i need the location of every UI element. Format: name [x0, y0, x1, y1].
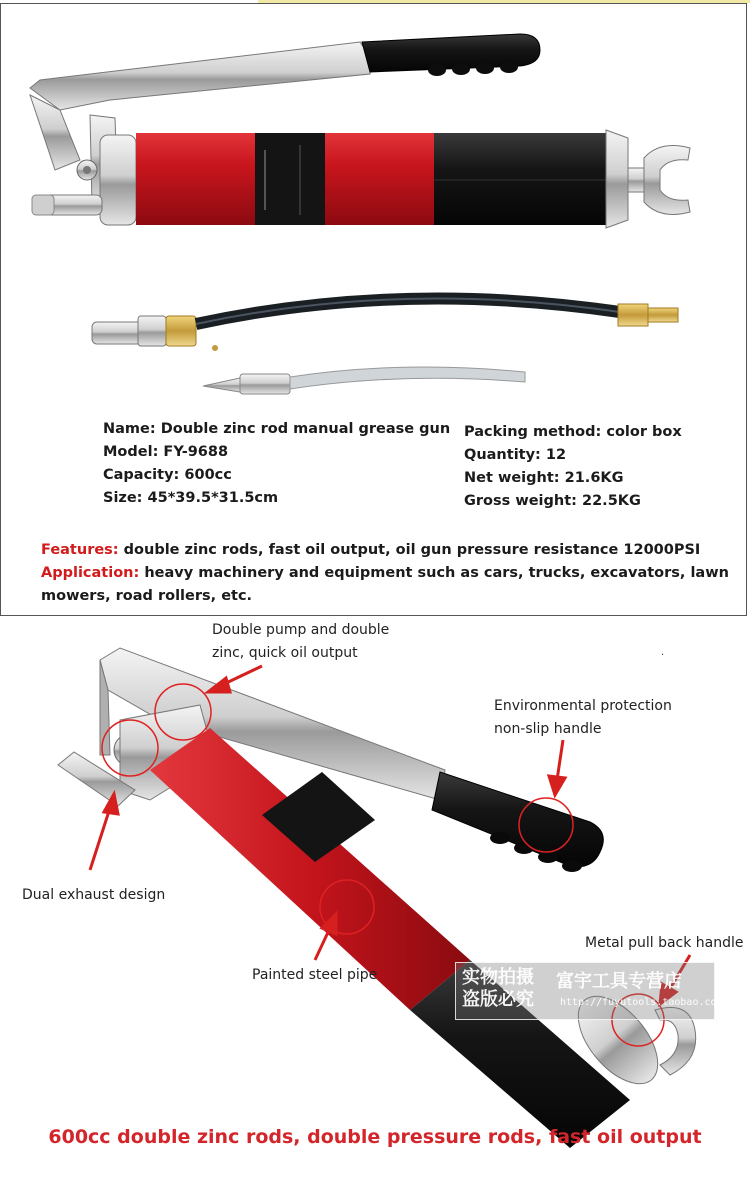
- extension-tube-image: [203, 367, 525, 394]
- features-text: double zinc rods, fast oil output, oil gun pressure resistance 12000PSI: [118, 542, 701, 558]
- callout-pump-line1: Double pump and double: [212, 622, 390, 638]
- watermark-box: [455, 962, 723, 1020]
- spec-name: Name: Double zinc rod manual grease gun: [103, 421, 451, 437]
- application-label: Application:: [41, 565, 140, 581]
- specs-right: [464, 421, 682, 513]
- grease-gun-image-top: [30, 34, 690, 228]
- spec-size: Size: 45*39.5*31.5cm: [103, 490, 279, 506]
- callout-pump-line2: zinc, quick oil output: [212, 645, 358, 661]
- footer-tagline: 600cc double zinc rods, double pressure rods, fast oil output: [48, 1126, 702, 1148]
- application-line: [41, 562, 731, 608]
- specs-left: [103, 418, 450, 510]
- spec-capacity: Capacity: 600cc: [103, 467, 232, 483]
- watermark-right-text: 富宇工具专营店: [556, 971, 682, 992]
- spec-packing: Packing method: color box: [464, 424, 682, 440]
- spec-model: Model: FY-9688: [103, 444, 229, 460]
- watermark-url: http://fuyutools.taobao.com: [560, 997, 723, 1008]
- features-line: [41, 539, 731, 562]
- callout-double-pump: [212, 619, 389, 665]
- callout-handle-line2: non-slip handle: [494, 721, 602, 737]
- watermark-left-text: 实物拍摄盗版必究: [462, 967, 534, 1010]
- application-text: heavy machinery and equipment such as cars, trucks, excavators, lawn mowers, road rollers, etc.: [41, 565, 729, 604]
- spec-net-weight: Net weight: 21.6KG: [464, 470, 624, 486]
- callout-handle: [494, 695, 672, 741]
- spec-quantity: Quantity: 12: [464, 447, 567, 463]
- features-label: Features:: [41, 542, 119, 558]
- flexible-hose-image: [92, 299, 678, 351]
- stray-dot: .: [661, 647, 665, 658]
- spec-gross-weight: Gross weight: 22.5KG: [464, 493, 641, 509]
- callout-pipe: Painted steel pipe: [252, 967, 378, 983]
- callout-handle-line1: Environmental protection: [494, 698, 672, 714]
- callout-pull-handle: Metal pull back handle: [585, 935, 744, 951]
- callout-exhaust: Dual exhaust design: [22, 887, 166, 903]
